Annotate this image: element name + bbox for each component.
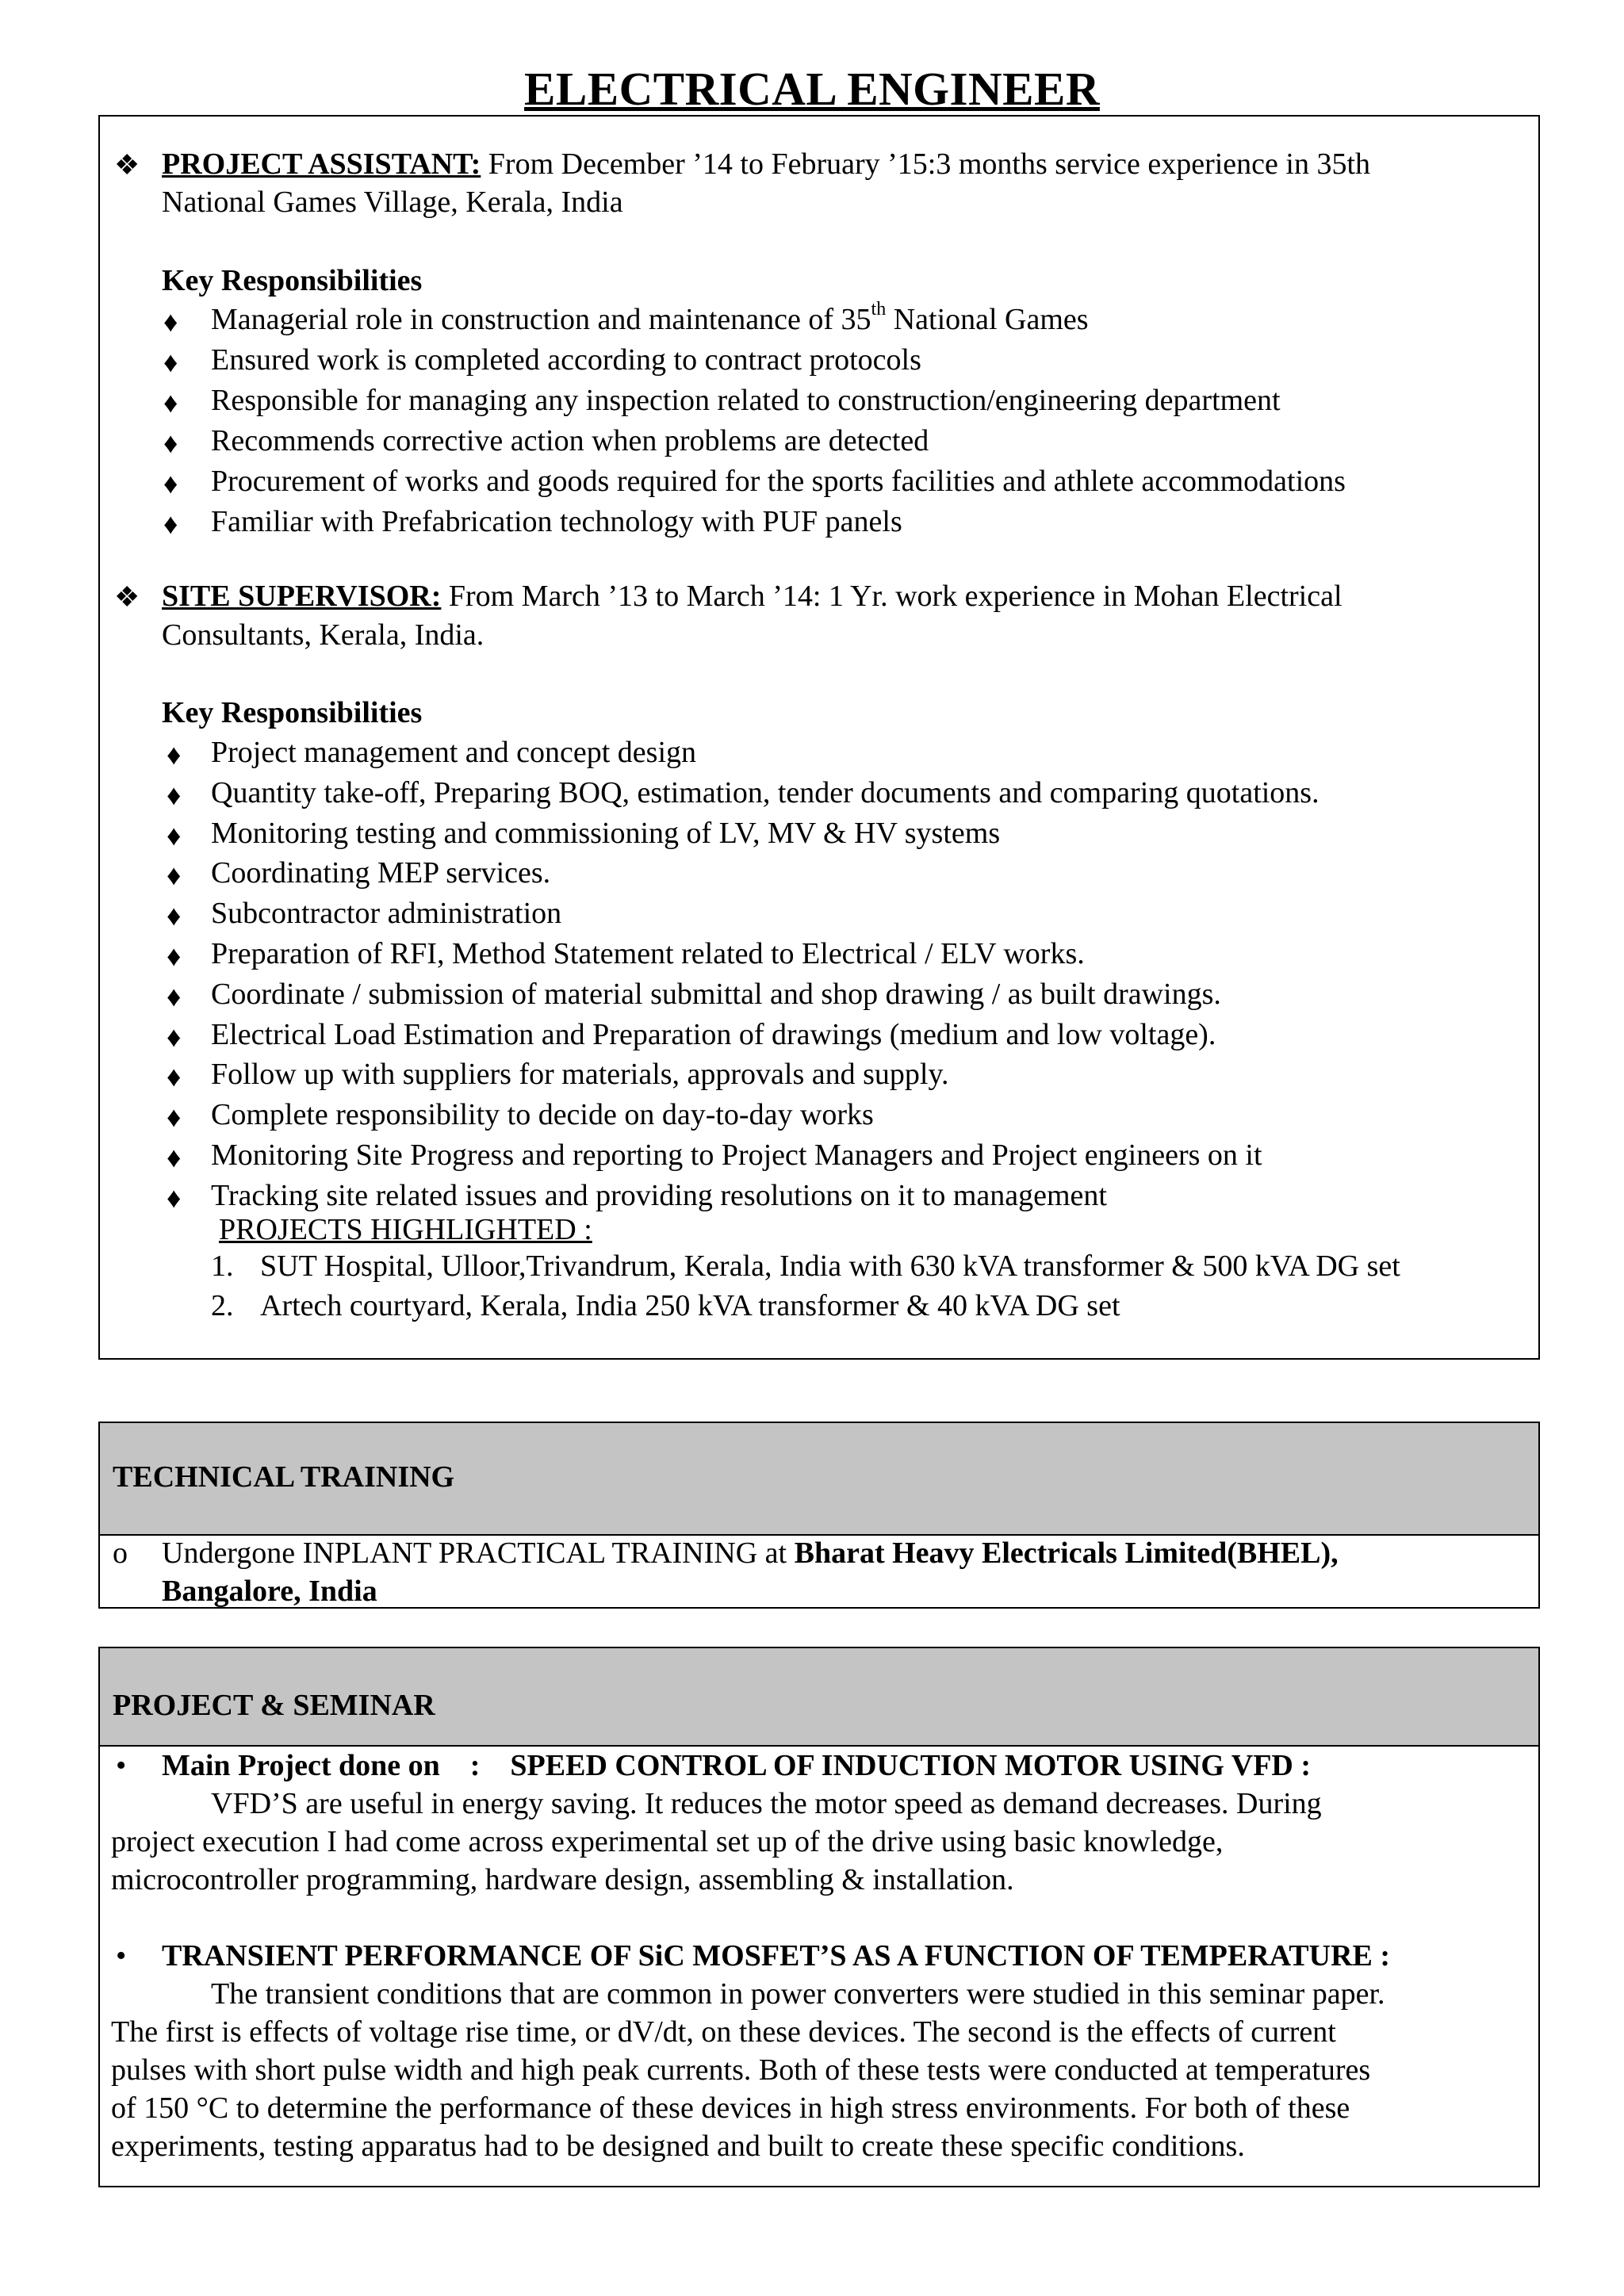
role-title: SITE SUPERVISOR: [162, 580, 442, 613]
training-company: Bharat Heavy Electricals Limited(BHEL), [794, 1536, 1339, 1570]
diamond-icon: ♦ [167, 819, 182, 851]
responsibility-text: Procurement of works and goods required for the sports facilities and athlete accommodations [211, 465, 1346, 498]
description-line: pulses with short pulse width and high peak currents. Both of these tests were conducted at temperatures [111, 2053, 1371, 2087]
role-title: PROJECT ASSISTANT: [162, 147, 481, 181]
description-line: The first is effects of voltage rise time, or dV/dt, on these devices. The second is the effects of current [111, 2015, 1336, 2049]
responsibility-text: Ensured work is completed according to contract protocols [211, 343, 921, 377]
responsibility-item: Follow up with suppliers for materials, approvals and supply. [211, 1058, 949, 1092]
main-project-title: SPEED CONTROL OF INDUCTION MOTOR USING VFD : [510, 1749, 1312, 1782]
responsibility-item: Monitoring testing and commissioning of LV, MV & HV systems [211, 816, 1001, 850]
responsibility-item [211, 464, 1346, 499]
description-line: project execution I had come across experimental set up of the drive using basic knowledge, [111, 1825, 1224, 1858]
diamond-icon: ♦ [163, 468, 178, 499]
project-item: SUT Hospital, Ulloor,Trivandrum, Kerala, India with 630 kVA transformer & 500 kVA DG set [260, 1249, 1400, 1283]
responsibility-item [211, 504, 902, 539]
responsibility-item: Tracking site related issues and providing resolutions on it to management [211, 1178, 1107, 1212]
page-title: ELECTRICAL ENGINEER [524, 63, 1100, 115]
diamond-icon: ♦ [167, 940, 182, 972]
technical-training-box [98, 1422, 1540, 1609]
diamond-icon: ♦ [163, 387, 178, 419]
training-text: Undergone INPLANT PRACTICAL TRAINING at [162, 1536, 795, 1570]
section-header [100, 1648, 1538, 1747]
description-line: VFD’S are useful in energy saving. It reduces the motor speed as demand decreases. During [211, 1787, 1322, 1820]
role-description: From December ’14 to February ’15:3 months service experience in 35th [488, 147, 1371, 181]
responsibility-item: Preparation of RFI, Method Statement related to Electrical / ELV works. [211, 937, 1085, 970]
responsibility-item: Complete responsibility to decide on day-to-day works [211, 1098, 874, 1132]
main-project-line [162, 1748, 1311, 1783]
main-project-label: Main Project done on : [162, 1749, 481, 1782]
section-bullet-icon: ❖ [114, 149, 140, 181]
description-line: The transient conditions that are common in power converters were studied in this seminar paper. [211, 1977, 1385, 2011]
diamond-icon: ♦ [167, 1142, 182, 1173]
responsibility-text: Familiar with Prefabrication technology with PUF panels [211, 505, 902, 538]
project-item: Artech courtyard, Kerala, India 250 kVA transformer & 40 kVA DG set [260, 1289, 1120, 1322]
project-number: 1. [211, 1249, 234, 1283]
responsibility-item [211, 342, 921, 377]
diamond-icon: ♦ [167, 1020, 182, 1053]
training-location: Bangalore, India [162, 1575, 377, 1608]
section-heading: PROJECT & SEMINAR [113, 1689, 435, 1722]
diamond-icon: ♦ [167, 779, 182, 811]
project-number: 2. [211, 1289, 234, 1322]
description-line: of 150 °C to determine the performance of these devices in high stress environments. For both of these [111, 2091, 1350, 2125]
responsibility-item [211, 423, 929, 458]
projects-heading: PROJECTS HIGHLIGHTED : [219, 1213, 592, 1246]
role-description-cont: Consultants, Kerala, India. [162, 618, 485, 652]
bullet-icon: • [116, 1939, 127, 1973]
diamond-icon: ♦ [163, 306, 178, 338]
section-bullet-icon: ❖ [114, 581, 140, 613]
diamond-icon: ♦ [163, 427, 178, 459]
diamond-icon: ♦ [167, 1101, 182, 1134]
key-responsibilities-heading: Key Responsibilities [162, 264, 423, 297]
section-heading: TECHNICAL TRAINING [113, 1460, 455, 1494]
responsibility-item [211, 383, 1281, 418]
diamond-icon: ♦ [167, 859, 182, 892]
responsibility-text: Responsible for managing any inspection related to construction/engineering department [211, 384, 1281, 417]
role-description-cont: National Games Village, Kerala, India [162, 186, 623, 219]
responsibility-item: Subcontractor administration [211, 897, 562, 931]
diamond-icon: ♦ [167, 1181, 182, 1214]
role-line [162, 147, 1370, 182]
role-line [162, 579, 1342, 614]
diamond-icon: ♦ [167, 739, 182, 771]
project-seminar-box [98, 1647, 1540, 2187]
responsibility-text: Recommends corrective action when problems are detected [211, 424, 929, 457]
diamond-icon: ♦ [163, 346, 178, 378]
responsibility-item: Coordinating MEP services. [211, 856, 551, 890]
section-header [100, 1423, 1538, 1536]
diamond-icon: ♦ [167, 1061, 182, 1093]
responsibility-text: National Games [886, 303, 1089, 336]
role-description: From March ’13 to March ’14: 1 Yr. work experience in Mohan Electrical [448, 580, 1342, 613]
description-line: microcontroller programming, hardware design, assembling & installation. [111, 1863, 1014, 1896]
description-line: experiments, testing apparatus had to be designed and built to create these specific conditions. [111, 2130, 1245, 2163]
responsibility-item: Coordinate / submission of material submittal and shop drawing / as built drawings. [211, 977, 1221, 1011]
diamond-icon: ♦ [163, 508, 178, 540]
responsibility-text: Managerial role in construction and maintenance of 35 [211, 303, 871, 336]
responsibility-superscript: th [871, 299, 887, 320]
responsibility-item: Project management and concept design [211, 736, 697, 769]
responsibility-item: Quantity take-off, Preparing BOQ, estimation, tender documents and comparing quotations. [211, 775, 1320, 809]
key-responsibilities-heading: Key Responsibilities [162, 696, 423, 729]
experience-box [98, 115, 1540, 1360]
responsibility-item: Monitoring Site Progress and reporting to Project Managers and Project engineers on it [211, 1138, 1262, 1172]
circle-bullet-icon: o [113, 1536, 128, 1570]
responsibility-item [211, 299, 1089, 337]
diamond-icon: ♦ [167, 900, 182, 932]
bullet-icon: • [116, 1749, 127, 1782]
seminar-title: TRANSIENT PERFORMANCE OF SiC MOSFET’S AS A FUNCTION OF TEMPERATURE : [162, 1939, 1391, 1973]
training-line [162, 1536, 1339, 1571]
diamond-icon: ♦ [167, 980, 182, 1012]
responsibility-item: Electrical Load Estimation and Preparation of drawings (medium and low voltage). [211, 1017, 1216, 1051]
